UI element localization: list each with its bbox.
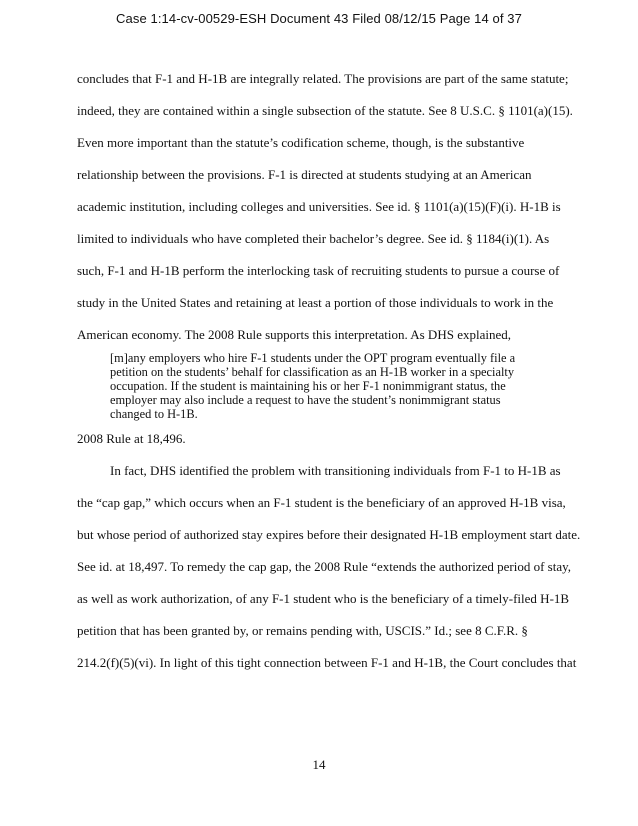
case-header: Case 1:14-cv-00529-ESH Document 43 Filed 08/12/15 Page 14 of 37 <box>116 11 522 26</box>
body-line: such, F-1 and H-1B perform the interlocking task of recruiting students to pursue a course of <box>77 263 560 278</box>
body-line: relationship between the provisions. F-1 is directed at students studying at an American <box>77 167 532 182</box>
block-quote-line: changed to H-1B. <box>110 407 198 421</box>
body-line: See id. at 18,497. To remedy the cap gap, the 2008 Rule “extends the authorized period of stay, <box>77 559 572 574</box>
block-quote-line: employer may also include a request to have the student’s nonimmigrant status <box>110 393 501 407</box>
body-line: 214.2(f)(5)(vi). In light of this tight connection between F-1 and H-1B, the Court concludes that <box>77 655 577 670</box>
body-line: indeed, they are contained within a single subsection of the statute. See 8 U.S.C. § 1101(a)(15). <box>77 103 573 118</box>
body-line: limited to individuals who have completed their bachelor’s degree. See id. § 1184(i)(1). As <box>77 231 550 246</box>
body-line: American economy. The 2008 Rule supports this interpretation. As DHS explained, <box>77 327 511 342</box>
body-line: as well as work authorization, of any F-1 student who is the beneficiary of a timely-filed H-1B <box>77 591 570 606</box>
body-line: but whose period of authorized stay expires before their designated H-1B employment start date. <box>77 527 581 542</box>
body-line: Even more important than the statute’s codification scheme, though, is the substantive <box>77 135 525 150</box>
body-line: concludes that F-1 and H-1B are integrally related. The provisions are part of the same statute; <box>77 71 569 86</box>
block-quote-line: petition on the students’ behalf for classification as an H-1B worker in a specialty <box>110 365 515 379</box>
body-line: petition that has been granted by, or remains pending with, USCIS.” Id.; see 8 C.F.R. § <box>77 623 528 638</box>
body-line: the “cap gap,” which occurs when an F-1 student is the beneficiary of an approved H-1B visa, <box>77 495 566 510</box>
block-quote-line: [m]any employers who hire F-1 students under the OPT program eventually file a <box>110 351 516 365</box>
body-line: In fact, DHS identified the problem with transitioning individuals from F-1 to H-1B as <box>110 463 561 478</box>
block-quote-line: occupation. If the student is maintaining his or her F-1 nonimmigrant status, the <box>110 379 506 393</box>
page-number: 14 <box>312 757 326 772</box>
citation-line: 2008 Rule at 18,496. <box>77 431 186 446</box>
body-line: study in the United States and retaining at least a portion of those individuals to work in the <box>77 295 554 310</box>
body-line: academic institution, including colleges and universities. See id. § 1101(a)(15)(F)(i). H-1B is <box>77 199 561 214</box>
